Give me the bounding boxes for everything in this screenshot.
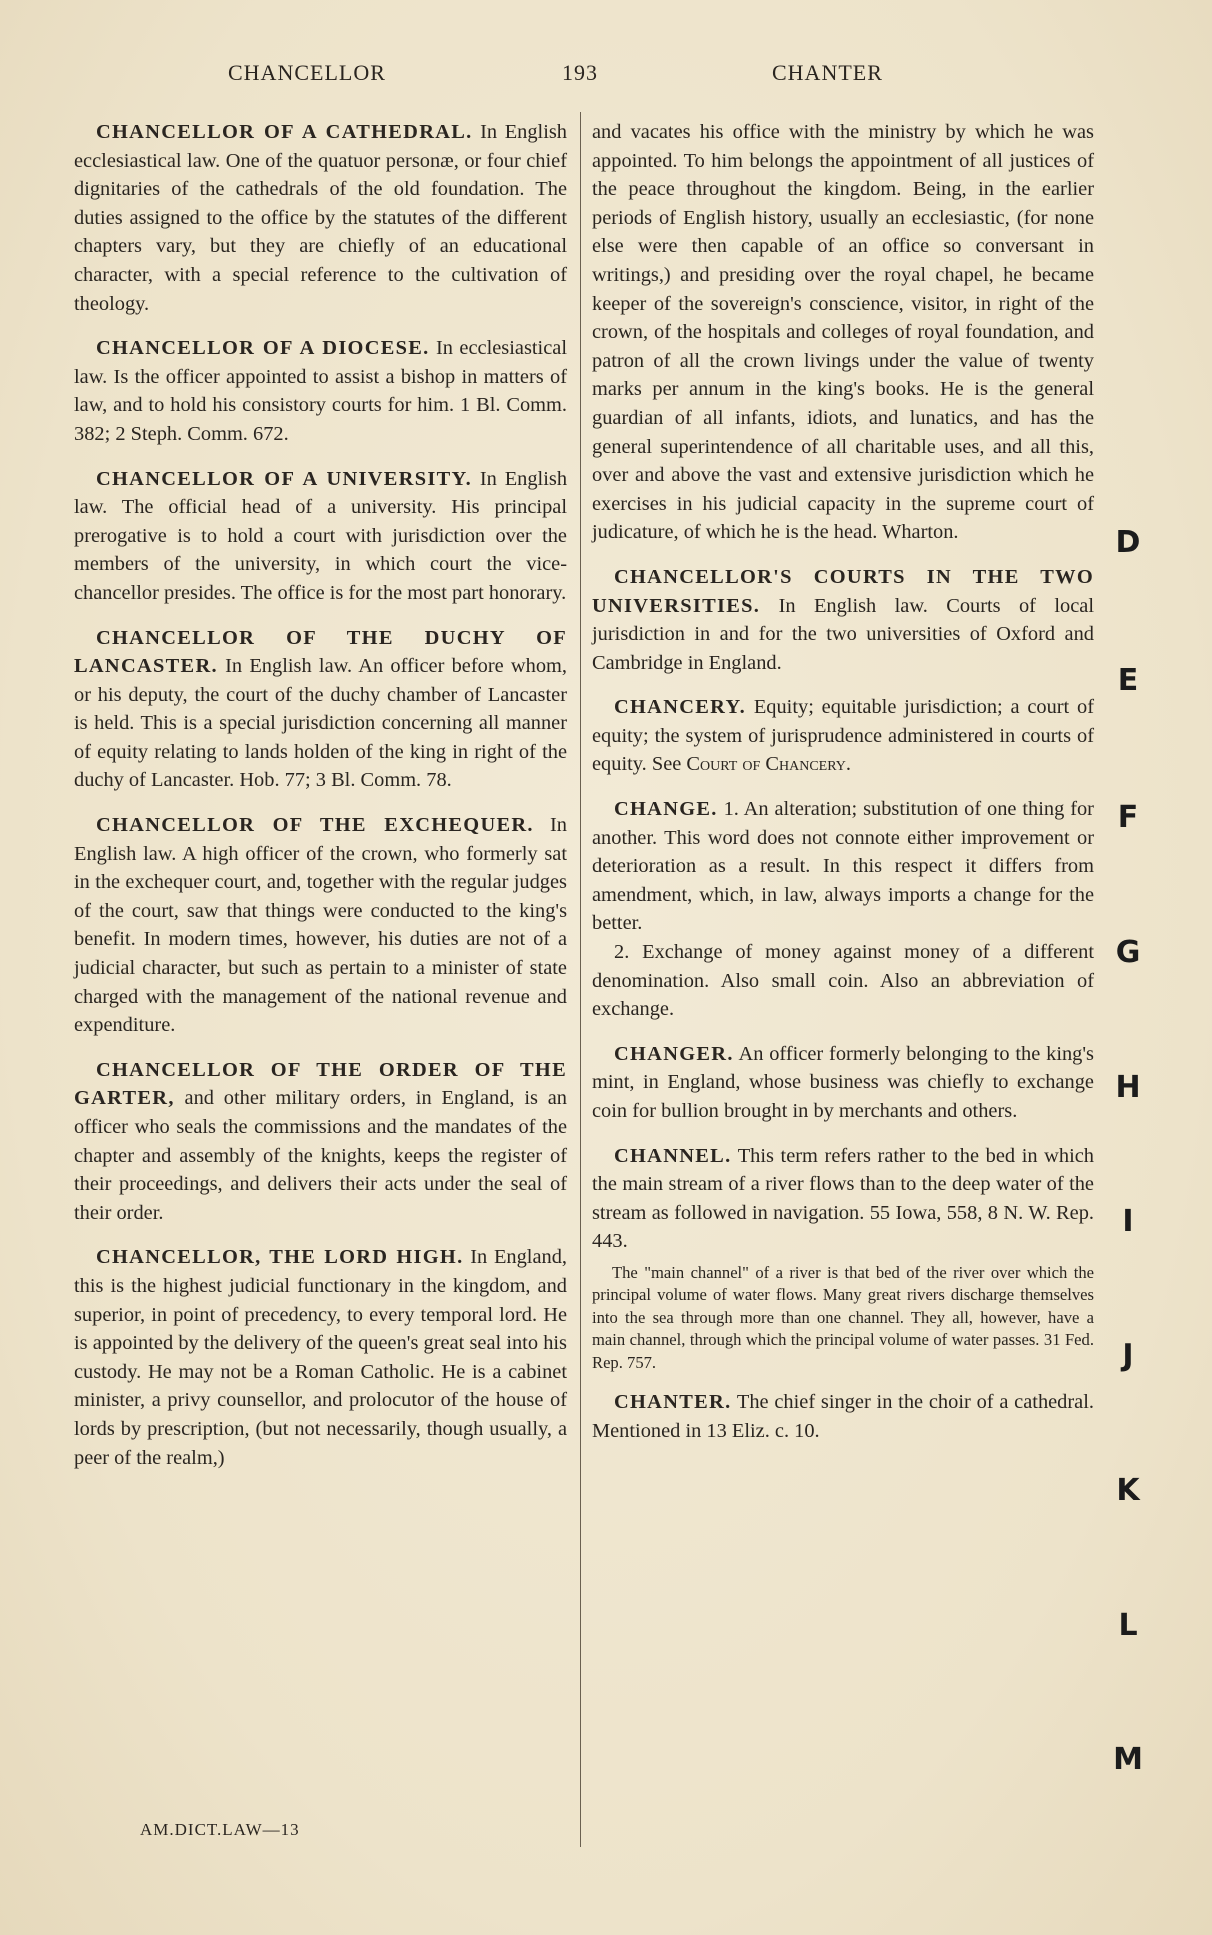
entry xyxy=(74,465,567,608)
entry xyxy=(74,118,567,318)
entry-text: The chief singer in the choir of a cathedral. Mentioned in 13 Eliz. c. 10. xyxy=(592,1391,1094,1443)
left-column xyxy=(74,118,567,1488)
page-number: 193 xyxy=(562,60,598,85)
entry-text: In English law. The official head of a university. His principal prerogative is to hold a court with jurisdiction over the members of the university, in which court the vice-chancellor presides. The office is for the most part honorary. xyxy=(74,467,568,604)
entry-term: CHANNEL. xyxy=(614,1144,732,1167)
entry-term: CHANGER. xyxy=(614,1042,734,1065)
entry-text: This term refers rather to the bed in which the main stream of a river flows than to the deep water of the stream as followed in navigation. 55 Iowa, 558, 8 N. W. Rep. 443. xyxy=(592,1144,1094,1253)
entry-text: An officer formerly belonging to the king's mint, in England, whose business was chiefly to exchange coin for bullion brought in by merchants and others. xyxy=(592,1042,1094,1122)
see-prefix: See xyxy=(651,753,682,776)
right-column xyxy=(592,118,1094,1462)
thumb-index-letter: D xyxy=(1115,525,1141,560)
entry xyxy=(592,693,1094,779)
entry xyxy=(74,624,567,796)
entry-term: CHANCELLOR'S COURTS IN THE TWO UNIVERSITIES. xyxy=(592,565,1094,617)
entry-text: and other military orders, in England, is an officer who seals the commissions and the mandates of the chapter and assembly of the knights, keeps the register of their proceedings, and delivers their acts under the seal of their order. xyxy=(74,1087,567,1224)
entry-term: CHANCELLOR OF A DIOCESE. xyxy=(96,337,430,360)
entry xyxy=(592,563,1094,677)
cross-reference: Court of Chancery. xyxy=(686,753,851,776)
thumb-index-letter: F xyxy=(1117,800,1139,835)
entry-term: CHANCELLOR OF A UNIVERSITY. xyxy=(96,467,473,490)
entry-term: CHANGE. xyxy=(614,798,718,821)
entry-text: In England, this is the highest judicial functionary in the kingdom, and superior, in point of precedency, to every temporal lord. He is appointed by the delivery of the queen's great seal into his custody. He may not be a Roman Catholic. He is a cabinet minister, a privy counsellor, and prolocutor of the house of lords by prescription, (but not necessarily, though usually, a peer of the realm,) xyxy=(74,1246,568,1469)
signature-mark: AM.DICT.LAW—13 xyxy=(140,1820,300,1839)
entry-term: CHANCELLOR, THE LORD HIGH. xyxy=(96,1246,464,1269)
entry xyxy=(592,1040,1094,1126)
entry xyxy=(74,1243,567,1472)
entry-text: 1. An alteration; substitution of one thing for another. This word does not connote either improvement or deterioration as a result. In this respect it differs from amendment, which, in law, always imports a change for the better. xyxy=(592,798,1094,935)
left-guide-word: CHANCELLOR xyxy=(228,60,386,85)
entry-term: CHANCELLOR OF A CATHEDRAL. xyxy=(96,121,473,143)
thumb-index-letter: L xyxy=(1118,1608,1138,1643)
entry-text: In English ecclesiastical law. One of the quatuor personæ, or four chief dignitaries of the cathedrals of the old foundation. The duties assigned to the office by the statutes of the different chapters vary, but they are chiefly of an educational character, with a special reference to the cultivation of theology. xyxy=(74,121,567,315)
entry xyxy=(592,1388,1094,1445)
entry-term: CHANCELLOR OF THE ORDER OF THE GARTER, xyxy=(74,1058,567,1110)
thumb-index-letter: J xyxy=(1122,1338,1134,1373)
thumb-index-letter: H xyxy=(1115,1070,1141,1105)
entry-text: In English law. Courts of local jurisdiction in and for the two universities of Oxford and Cambridge in England. xyxy=(592,594,1094,674)
thumb-index-letter: G xyxy=(1115,935,1141,970)
entry xyxy=(74,811,567,1040)
entry-term: CHANCELLOR OF THE DUCHY OF LANCASTER. xyxy=(74,626,567,678)
entry-text: In English law. A high officer of the crown, who formerly sat in the exchequer court, and, together with the regular judges of the court, saw that things were conducted to the king's benefit. In modern times, however, his duties are not of a judicial character, but such as pertain to a minister of state charged with the management of the national revenue and expenditure. xyxy=(74,814,567,1037)
entry-term: CHANCERY. xyxy=(614,696,747,719)
entry-note xyxy=(592,1262,1094,1375)
note-text: The "main channel" of a river is that bed of the river over which the principal volume of water flows. Many great rivers discharge themselves into the sea through more than one channel. They all, however, have a main channel, through which the principal volume of water passes. 31 Fed. Rep. 757. xyxy=(592,1262,1094,1372)
column-divider xyxy=(580,112,581,1847)
entry-continuation xyxy=(592,118,1094,547)
entry-text: 2. Exchange of money against money of a different denomination. Also small coin. Also an abbreviation of exchange. xyxy=(592,941,1094,1021)
entry-text: Equity; equitable jurisdiction; a court of equity; the system of jurisprudence administered in courts of equity. xyxy=(592,696,1094,776)
thumb-index-letter: E xyxy=(1117,663,1139,698)
running-header xyxy=(96,60,1056,96)
entry-text: In English law. An officer before whom, or his deputy, the court of the duchy chamber of Lancaster is held. This is a special jurisdiction concerning all manner of equity relating to lands holden of the king in right of the duchy of Lancaster. Hob. 77; 3 Bl. Comm. 78. xyxy=(74,655,567,792)
entry xyxy=(592,795,1094,1024)
thumb-index-letter: I xyxy=(1122,1204,1134,1239)
thumb-index-letter: K xyxy=(1116,1473,1140,1508)
entry-term: CHANTER. xyxy=(614,1391,732,1414)
thumb-index-letter: M xyxy=(1113,1742,1143,1777)
entry xyxy=(74,334,567,448)
entry-text: In ecclesiastical law. Is the officer appointed to assist a bishop in matters of law, and to hold his consistory courts for him. 1 Bl. Comm. 382; 2 Steph. Comm. 672. xyxy=(74,337,567,445)
entry xyxy=(74,1056,567,1228)
entry xyxy=(592,1142,1094,1256)
right-guide-word: CHANTER xyxy=(772,60,883,85)
entry-term: CHANCELLOR OF THE EXCHEQUER. xyxy=(96,814,534,837)
entry-text: and vacates his office with the ministry by which he was appointed. To him belongs the appointment of all justices of the peace throughout the kingdom. Being, in the earlier periods of English history, usually an ecclesiastic, (for none else were then capable of an office so conversant in writings,) and presiding over the royal chapel, he became keeper of the sovereign's conscience, visitor, in right of the crown, of the hospitals and colleges of royal foundation, and patron of all the crown livings under the value of twenty marks per annum in the king's books. He is the general guardian of all infants, idiots, and lunatics, and has the general superintendence of all charitable uses, and all this, over and above the vast and extensive jurisdiction which he exercises in his judicial capacity in the supreme court of judicature, of which he is the head. Wharton. xyxy=(592,121,1094,544)
